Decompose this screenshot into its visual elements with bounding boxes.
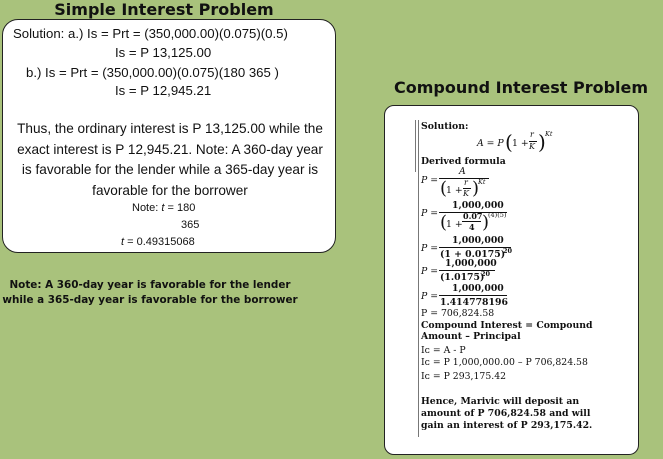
simple-interest-card <box>2 19 336 253</box>
step1-k: K <box>463 189 469 198</box>
t-result-value: = 0.49315068 <box>124 236 195 248</box>
note-denominator: 365 <box>181 219 200 231</box>
t-result-symbol: t <box>121 236 125 248</box>
side-note: Note: A 360-day year is favorable for the lender while a 365-day year is favorable for the borrower <box>2 279 298 306</box>
step1-one-plus: 1 + <box>446 185 463 196</box>
compound-interest-formula: Compound Interest = Compound Amount – Principal <box>421 320 593 342</box>
step3-denominator: (1 + 0.0175) <box>440 249 506 260</box>
formula-lhs: A = P <box>477 138 504 149</box>
step4-exponent: 20 <box>481 270 491 278</box>
step1-numerator: A <box>459 166 466 177</box>
t-result-line <box>121 236 195 248</box>
compound-interest-title: Compound Interest Problem <box>394 78 649 97</box>
step2-open-paren: ( <box>440 212 448 233</box>
solution-line-b1: b.) Is = Prt = (350,000.00)(0.075)(180 365 ) <box>26 65 279 80</box>
note-t-line <box>132 202 195 214</box>
solution-label: Solution: <box>421 121 469 132</box>
step1-open-paren: ( <box>440 178 448 199</box>
note-t-value: = 180 <box>164 202 196 214</box>
conclusion-paragraph: Thus, the ordinary interest is P 13,125.00 while the exact interest is P 12,945.21. Note: A 360-day year is favorable for the lender while a 365-day year is favorable for the borrower <box>17 121 323 198</box>
step2-exponent: (4)(5) <box>488 211 507 219</box>
result-p: P = 706,824.58 <box>421 308 495 319</box>
simple-interest-title: Simple Interest Problem <box>54 0 274 19</box>
formula-exponent: Kt <box>545 130 553 138</box>
step3-p-eq: P = <box>421 243 439 254</box>
step1-exponent: Kt <box>478 178 486 186</box>
step4-denominator: (1.0175) <box>440 272 485 283</box>
step5-denominator: 1.414778196 <box>440 297 508 308</box>
step5-fraction-bar <box>439 295 507 296</box>
margin-rule-inner <box>418 120 419 437</box>
ic-formula: Iᴄ = A - P <box>421 345 466 356</box>
step2-numerator: 1,000,000 <box>452 200 504 211</box>
t-symbol: t <box>161 202 165 214</box>
note-label: Note: <box>132 202 162 214</box>
step3-fraction-bar <box>439 247 511 248</box>
step4-p-eq: P = <box>421 266 439 277</box>
derived-formula-label: Derived formula <box>421 156 506 167</box>
formula-one-plus: 1 + <box>512 138 529 149</box>
solution-line-a2: Is = P 13,125.00 <box>115 45 212 60</box>
step2-one-plus: 1 + <box>446 219 463 230</box>
ic-values: Iᴄ = P 1,000,000.00 – P 706,824.58 <box>421 357 588 368</box>
step1-close-paren: ) <box>472 178 480 199</box>
step1-r: r <box>464 178 468 187</box>
step3-exponent: 20 <box>503 247 513 255</box>
formula-open-paren: ( <box>505 130 513 154</box>
ic-result: Iᴄ = P 293,175.42 <box>421 371 507 382</box>
compound-interest-card <box>384 105 639 455</box>
formula-r: r <box>530 130 534 139</box>
step2-p-eq: P = <box>421 208 439 219</box>
step3-numerator: 1,000,000 <box>452 235 504 246</box>
formula-close-paren: ) <box>538 130 546 154</box>
formula-k: K <box>529 142 535 151</box>
conclusion-text: Hence, Marivic will deposit an amount of P 706,824.58 and will gain an interest of P 293,175.42. <box>421 396 593 431</box>
step2-k-value: 4 <box>469 222 475 232</box>
step1-p-eq: P = <box>421 175 439 186</box>
margin-rule <box>415 120 416 172</box>
step2-close-paren: ) <box>482 212 490 233</box>
step5-numerator: 1,000,000 <box>452 283 504 294</box>
solution-line-b2: Is = P 12,945.21 <box>115 83 212 98</box>
step5-p-eq: P = <box>421 291 439 302</box>
solution-line-a1: Solution: a.) Is = Prt = (350,000.00)(0.075)(0.5) <box>13 26 288 41</box>
step4-numerator: 1,000,000 <box>445 258 497 269</box>
step2-rate: 0.07 <box>463 211 483 221</box>
